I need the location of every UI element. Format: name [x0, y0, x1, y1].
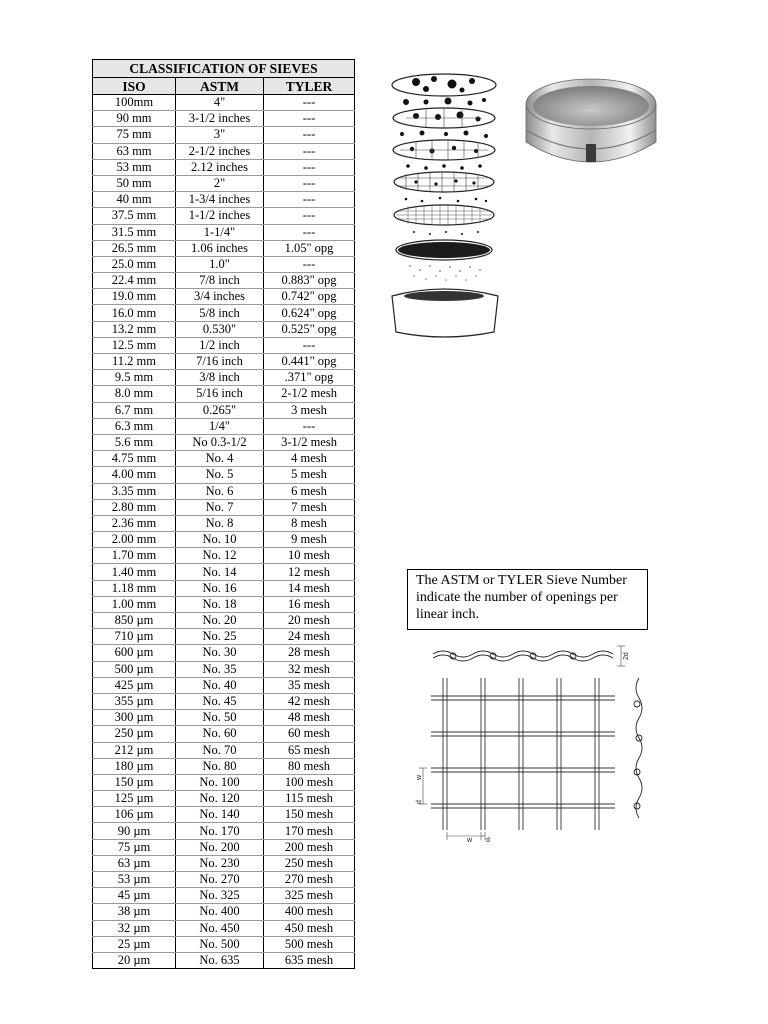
- astm-cell: No. 635: [176, 952, 264, 968]
- tyler-cell: 4 mesh: [264, 451, 355, 467]
- table-row: [93, 758, 355, 774]
- tyler-cell: 7 mesh: [264, 499, 355, 515]
- tyler-cell: 35 mesh: [264, 677, 355, 693]
- tyler-cell: ---: [264, 127, 355, 143]
- tyler-cell: 450 mesh: [264, 920, 355, 936]
- table-row: [93, 289, 355, 305]
- astm-cell: No. 5: [176, 467, 264, 483]
- astm-cell: No. 450: [176, 920, 264, 936]
- table-row: [93, 370, 355, 386]
- tyler-cell: 270 mesh: [264, 872, 355, 888]
- iso-cell: 500 µm: [93, 661, 176, 677]
- tyler-cell: 5 mesh: [264, 467, 355, 483]
- iso-cell: 8.0 mm: [93, 386, 176, 402]
- astm-cell: No. 50: [176, 710, 264, 726]
- tyler-cell: 80 mesh: [264, 758, 355, 774]
- tyler-cell: ---: [264, 192, 355, 208]
- table-row: [93, 855, 355, 871]
- table-row: [93, 111, 355, 127]
- table-row: [93, 936, 355, 952]
- astm-cell: No. 120: [176, 791, 264, 807]
- iso-cell: 5.6 mm: [93, 434, 176, 450]
- table-row: [93, 515, 355, 531]
- table-row: [93, 613, 355, 629]
- table-row: [93, 920, 355, 936]
- table-row: [93, 192, 355, 208]
- iso-cell: 25 µm: [93, 936, 176, 952]
- iso-cell: 45 µm: [93, 888, 176, 904]
- woven-mesh-diagram: [416, 640, 655, 845]
- iso-cell: 125 µm: [93, 791, 176, 807]
- tyler-cell: 400 mesh: [264, 904, 355, 920]
- tyler-cell: 0.883" opg: [264, 273, 355, 289]
- table-row: [93, 159, 355, 175]
- dim-w-bottom-label: w: [467, 837, 473, 844]
- iso-cell: 1.40 mm: [93, 564, 176, 580]
- iso-cell: 6.3 mm: [93, 418, 176, 434]
- iso-cell: 250 µm: [93, 726, 176, 742]
- tyler-cell: 9 mesh: [264, 532, 355, 548]
- tyler-cell: 0.624" opg: [264, 305, 355, 321]
- astm-cell: 4": [176, 95, 264, 111]
- table-title-row: [93, 60, 355, 78]
- iso-cell: 32 µm: [93, 920, 176, 936]
- table-row: [93, 823, 355, 839]
- iso-cell: 11.2 mm: [93, 354, 176, 370]
- astm-cell: No. 40: [176, 677, 264, 693]
- table-row: [93, 564, 355, 580]
- iso-cell: 600 µm: [93, 645, 176, 661]
- table-row: [93, 791, 355, 807]
- astm-cell: No. 200: [176, 839, 264, 855]
- table-row: [93, 256, 355, 272]
- iso-cell: 50 mm: [93, 175, 176, 191]
- iso-cell: 12.5 mm: [93, 337, 176, 353]
- astm-cell: No. 8: [176, 515, 264, 531]
- table-row: [93, 952, 355, 968]
- table-row: [93, 305, 355, 321]
- table-row: [93, 661, 355, 677]
- table-row: [93, 872, 355, 888]
- iso-cell: 16.0 mm: [93, 305, 176, 321]
- table-row: [93, 726, 355, 742]
- astm-cell: No. 12: [176, 548, 264, 564]
- iso-cell: 26.5 mm: [93, 240, 176, 256]
- tyler-cell: ---: [264, 224, 355, 240]
- column-header-iso: ISO: [93, 78, 176, 95]
- tyler-cell: 60 mesh: [264, 726, 355, 742]
- iso-cell: 2.00 mm: [93, 532, 176, 548]
- table-row: [93, 548, 355, 564]
- tyler-cell: 24 mesh: [264, 629, 355, 645]
- tyler-cell: 8 mesh: [264, 515, 355, 531]
- tyler-cell: 3 mesh: [264, 402, 355, 418]
- astm-cell: 2-1/2 inches: [176, 143, 264, 159]
- tyler-cell: ---: [264, 256, 355, 272]
- table-row: [93, 402, 355, 418]
- tyler-cell: 115 mesh: [264, 791, 355, 807]
- table-row: [93, 774, 355, 790]
- iso-cell: 4.75 mm: [93, 451, 176, 467]
- iso-cell: 150 µm: [93, 774, 176, 790]
- sieve-number-note: The ASTM or TYLER Sieve Number indicate the number of openings per linear inch.: [407, 569, 648, 630]
- astm-cell: 5/8 inch: [176, 305, 264, 321]
- iso-cell: 6.7 mm: [93, 402, 176, 418]
- iso-cell: 1.00 mm: [93, 596, 176, 612]
- table-row: [93, 580, 355, 596]
- table-row: [93, 888, 355, 904]
- iso-cell: 90 µm: [93, 823, 176, 839]
- tyler-cell: 10 mesh: [264, 548, 355, 564]
- astm-cell: 3/8 inch: [176, 370, 264, 386]
- table-row: [93, 629, 355, 645]
- tyler-cell: 48 mesh: [264, 710, 355, 726]
- astm-cell: No. 270: [176, 872, 264, 888]
- astm-cell: No. 400: [176, 904, 264, 920]
- iso-cell: 425 µm: [93, 677, 176, 693]
- tyler-cell: 200 mesh: [264, 839, 355, 855]
- iso-cell: 850 µm: [93, 613, 176, 629]
- table-row: [93, 273, 355, 289]
- iso-cell: 53 mm: [93, 159, 176, 175]
- astm-cell: 1-1/4": [176, 224, 264, 240]
- table-row: [93, 807, 355, 823]
- astm-cell: No. 80: [176, 758, 264, 774]
- tyler-cell: ---: [264, 418, 355, 434]
- iso-cell: 31.5 mm: [93, 224, 176, 240]
- table-body: [93, 95, 355, 969]
- tyler-cell: 325 mesh: [264, 888, 355, 904]
- iso-cell: 19.0 mm: [93, 289, 176, 305]
- astm-cell: No 0.3-1/2: [176, 434, 264, 450]
- stacked-sieves-illustration: [386, 70, 508, 345]
- table-row: [93, 337, 355, 353]
- table-row: [93, 677, 355, 693]
- table-row: [93, 175, 355, 191]
- astm-cell: No. 14: [176, 564, 264, 580]
- iso-cell: 53 µm: [93, 872, 176, 888]
- iso-cell: 2.36 mm: [93, 515, 176, 531]
- table-row: [93, 693, 355, 709]
- iso-cell: 75 mm: [93, 127, 176, 143]
- iso-cell: 710 µm: [93, 629, 176, 645]
- table-row: [93, 839, 355, 855]
- tyler-cell: 500 mesh: [264, 936, 355, 952]
- table-row: [93, 904, 355, 920]
- astm-cell: 7/8 inch: [176, 273, 264, 289]
- tyler-cell: 20 mesh: [264, 613, 355, 629]
- table-row: [93, 95, 355, 111]
- astm-cell: No. 6: [176, 483, 264, 499]
- table-row: [93, 451, 355, 467]
- tyler-cell: 65 mesh: [264, 742, 355, 758]
- astm-cell: No. 10: [176, 532, 264, 548]
- tyler-cell: 0.742" opg: [264, 289, 355, 305]
- tyler-cell: ---: [264, 337, 355, 353]
- astm-cell: 2": [176, 175, 264, 191]
- astm-cell: No. 25: [176, 629, 264, 645]
- column-header-astm: ASTM: [176, 78, 264, 95]
- astm-cell: 1.06 inches: [176, 240, 264, 256]
- astm-cell: 5/16 inch: [176, 386, 264, 402]
- astm-cell: 3/4 inches: [176, 289, 264, 305]
- tyler-cell: 2-1/2 mesh: [264, 386, 355, 402]
- tyler-cell: 0.525" opg: [264, 321, 355, 337]
- table-row: [93, 467, 355, 483]
- astm-cell: No. 20: [176, 613, 264, 629]
- astm-cell: 2.12 inches: [176, 159, 264, 175]
- astm-cell: 1-1/2 inches: [176, 208, 264, 224]
- table-row: [93, 710, 355, 726]
- tyler-cell: 250 mesh: [264, 855, 355, 871]
- astm-cell: No. 100: [176, 774, 264, 790]
- iso-cell: 38 µm: [93, 904, 176, 920]
- table-row: [93, 434, 355, 450]
- table-row: [93, 596, 355, 612]
- iso-cell: 90 mm: [93, 111, 176, 127]
- iso-cell: 13.2 mm: [93, 321, 176, 337]
- table-row: [93, 483, 355, 499]
- table-title: CLASSIFICATION OF SIEVES: [93, 60, 355, 78]
- iso-cell: 100mm: [93, 95, 176, 111]
- table-row: [93, 645, 355, 661]
- table-row: [93, 386, 355, 402]
- iso-cell: 40 mm: [93, 192, 176, 208]
- iso-cell: 9.5 mm: [93, 370, 176, 386]
- iso-cell: 106 µm: [93, 807, 176, 823]
- astm-cell: 0.530": [176, 321, 264, 337]
- tyler-cell: .371" opg: [264, 370, 355, 386]
- astm-cell: 3": [176, 127, 264, 143]
- iso-cell: 300 µm: [93, 710, 176, 726]
- astm-cell: No. 140: [176, 807, 264, 823]
- astm-cell: 1/2 inch: [176, 337, 264, 353]
- table-header-row: [93, 78, 355, 95]
- tyler-cell: 635 mesh: [264, 952, 355, 968]
- table-row: [93, 143, 355, 159]
- iso-cell: 37.5 mm: [93, 208, 176, 224]
- astm-cell: No. 45: [176, 693, 264, 709]
- tyler-cell: ---: [264, 111, 355, 127]
- steel-sieve-photo: [520, 70, 662, 175]
- iso-cell: 355 µm: [93, 693, 176, 709]
- table-row: [93, 224, 355, 240]
- astm-cell: No. 60: [176, 726, 264, 742]
- tyler-cell: 42 mesh: [264, 693, 355, 709]
- iso-cell: 1.70 mm: [93, 548, 176, 564]
- table-row: [93, 321, 355, 337]
- astm-cell: No. 18: [176, 596, 264, 612]
- tyler-cell: 100 mesh: [264, 774, 355, 790]
- table-row: [93, 532, 355, 548]
- iso-cell: 25.0 mm: [93, 256, 176, 272]
- tyler-cell: 150 mesh: [264, 807, 355, 823]
- iso-cell: 2.80 mm: [93, 499, 176, 515]
- tyler-cell: 6 mesh: [264, 483, 355, 499]
- tyler-cell: ---: [264, 159, 355, 175]
- astm-cell: No. 500: [176, 936, 264, 952]
- table-row: [93, 208, 355, 224]
- astm-cell: No. 4: [176, 451, 264, 467]
- table-row: [93, 418, 355, 434]
- iso-cell: 63 µm: [93, 855, 176, 871]
- tyler-cell: 3-1/2 mesh: [264, 434, 355, 450]
- column-header-tyler: TYLER: [264, 78, 355, 95]
- iso-cell: 20 µm: [93, 952, 176, 968]
- astm-cell: 1-3/4 inches: [176, 192, 264, 208]
- astm-cell: No. 70: [176, 742, 264, 758]
- table-row: [93, 742, 355, 758]
- iso-cell: 212 µm: [93, 742, 176, 758]
- tyler-cell: 0.441" opg: [264, 354, 355, 370]
- iso-cell: 1.18 mm: [93, 580, 176, 596]
- astm-cell: No. 35: [176, 661, 264, 677]
- dim-w-left-label: w: [416, 774, 423, 780]
- dim-2d-label: 2d: [623, 652, 630, 660]
- astm-cell: 1.0": [176, 256, 264, 272]
- astm-cell: 7/16 inch: [176, 354, 264, 370]
- sieve-classification-table: [92, 59, 355, 969]
- iso-cell: 75 µm: [93, 839, 176, 855]
- tyler-cell: ---: [264, 175, 355, 191]
- tyler-cell: 170 mesh: [264, 823, 355, 839]
- astm-cell: No. 230: [176, 855, 264, 871]
- tyler-cell: 1.05" opg: [264, 240, 355, 256]
- iso-cell: 63 mm: [93, 143, 176, 159]
- tyler-cell: 28 mesh: [264, 645, 355, 661]
- dim-d-left-label: d: [416, 800, 423, 804]
- tyler-cell: ---: [264, 143, 355, 159]
- astm-cell: No. 7: [176, 499, 264, 515]
- tyler-cell: ---: [264, 208, 355, 224]
- tyler-cell: 12 mesh: [264, 564, 355, 580]
- iso-cell: 3.35 mm: [93, 483, 176, 499]
- tyler-cell: 16 mesh: [264, 596, 355, 612]
- iso-cell: 4.00 mm: [93, 467, 176, 483]
- astm-cell: 1/4": [176, 418, 264, 434]
- dim-d-bottom-label: d: [486, 837, 490, 844]
- tyler-cell: 14 mesh: [264, 580, 355, 596]
- astm-cell: No. 325: [176, 888, 264, 904]
- tyler-cell: ---: [264, 95, 355, 111]
- astm-cell: 0.265": [176, 402, 264, 418]
- table-row: [93, 240, 355, 256]
- table-row: [93, 127, 355, 143]
- table-row: [93, 354, 355, 370]
- astm-cell: No. 30: [176, 645, 264, 661]
- iso-cell: 22.4 mm: [93, 273, 176, 289]
- astm-cell: No. 16: [176, 580, 264, 596]
- table-row: [93, 499, 355, 515]
- astm-cell: 3-1/2 inches: [176, 111, 264, 127]
- iso-cell: 180 µm: [93, 758, 176, 774]
- tyler-cell: 32 mesh: [264, 661, 355, 677]
- astm-cell: No. 170: [176, 823, 264, 839]
